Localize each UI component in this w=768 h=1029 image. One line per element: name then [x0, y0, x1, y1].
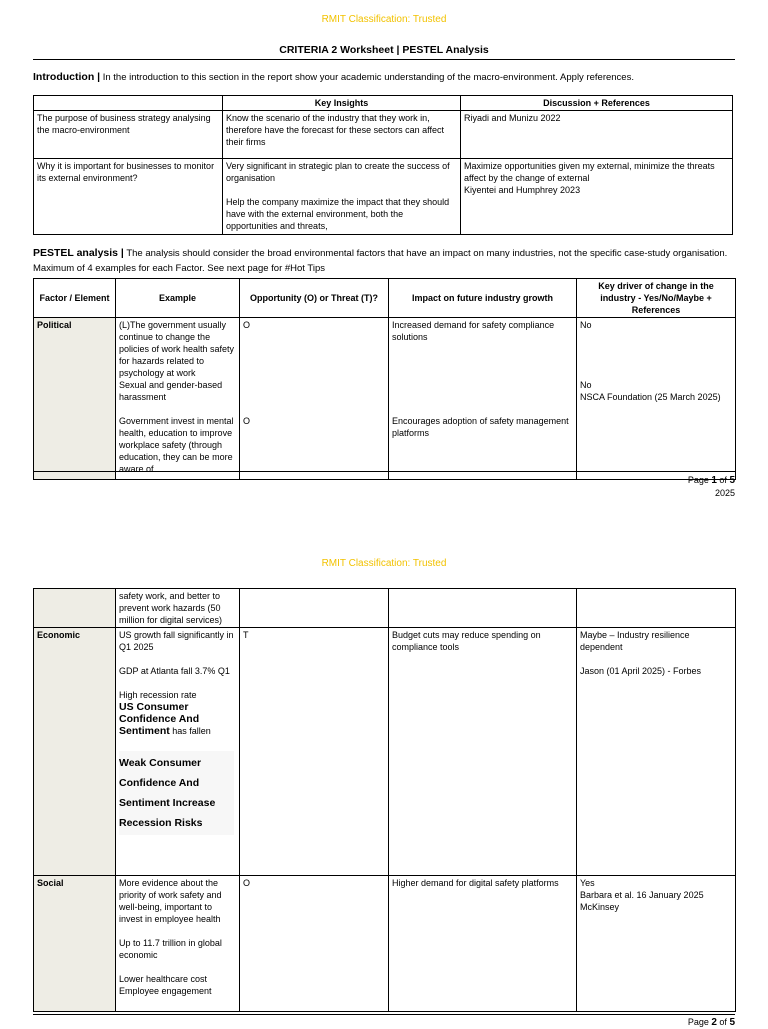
page-number: [688, 1016, 735, 1029]
blank-cell: [577, 589, 736, 628]
intro-insight: Know the scenario of the industry that they work in, therefore have the forecast for these sectors can affect their firms: [223, 111, 461, 159]
political-example: Government invest in mental health, education to improve workplace safety (through education, they can be more aware of: [119, 416, 234, 474]
ot-value: O: [243, 320, 251, 330]
social-example: Up to 11.7 trillion in global economic: [119, 938, 222, 960]
economic-impact: Budget cuts may reduce spending on compliance tools: [389, 628, 577, 876]
political-example-continued: safety work, and better to prevent work hazards (50 million for digital services): [116, 589, 240, 628]
economic-example: High recession rate: [119, 690, 197, 700]
social-examples: [116, 876, 240, 1012]
table-row: [34, 318, 736, 480]
factor-social: Social: [34, 876, 116, 1012]
intro-question: Why it is important for businesses to monitor its external environment?: [34, 159, 223, 235]
pestel-table-continued: [33, 588, 736, 1012]
table-row: [34, 628, 736, 876]
page-of: of: [716, 475, 730, 485]
table-row: [34, 589, 736, 628]
economic-examples: [116, 628, 240, 876]
intro-header-insights: Key Insights: [223, 96, 461, 111]
blank-cell: [240, 589, 389, 628]
political-driver: [577, 318, 736, 480]
economic-example: [119, 701, 236, 737]
factor-blank: [34, 589, 116, 628]
driver-value: No NSCA Foundation (25 March 2025): [580, 380, 721, 402]
political-example: (L)The government usually continue to change the policies of work health safety for hazards related to psychology at work Sexual and gender-based harassment: [119, 320, 235, 402]
intro-text: In the introduction to this section in the report show your academic understanding of the macro-environment. Apply references.: [100, 72, 634, 83]
plain-text: has fallen: [169, 726, 211, 736]
economic-driver: [577, 628, 736, 876]
table-row: [34, 876, 736, 1012]
factor-political: Political: [34, 318, 116, 480]
page-total: 5: [729, 475, 735, 486]
classification-label: RMIT Classification: Trusted: [321, 558, 447, 569]
page-prefix: Page: [687, 475, 712, 485]
pestel-header-factor: Factor / Element: [34, 279, 116, 318]
page-prefix: Page: [687, 1017, 712, 1027]
page-footer-rule: [33, 471, 735, 472]
worksheet-title: CRITERIA 2 Worksheet | PESTEL Analysis: [279, 44, 489, 56]
intro-paragraph: [33, 70, 735, 85]
intro-table: [33, 95, 733, 235]
intro-question: The purpose of business strategy analysing the macro-environment: [34, 111, 223, 159]
pestel-label: PESTEL analysis |: [33, 247, 124, 259]
political-examples: [116, 318, 240, 480]
pestel-header-driver: Key driver of change in the industry - Yes/No/Maybe + References: [577, 279, 736, 318]
intro-header-discussion: Discussion + References: [461, 96, 733, 111]
pestel-header-ot: Opportunity (O) or Threat (T)?: [240, 279, 389, 318]
social-ot: O: [240, 876, 389, 1012]
pestel-header-example: Example: [116, 279, 240, 318]
political-impact: [389, 318, 577, 480]
intro-label: Introduction |: [33, 71, 101, 83]
blank-cell: [389, 589, 577, 628]
factor-economic: Economic: [34, 628, 116, 876]
intro-insight-cell: [223, 159, 461, 235]
political-ot: [240, 318, 389, 480]
social-driver: Yes Barbara et al. 16 January 2025 McKinsey: [577, 876, 736, 1012]
title-rule: [33, 59, 735, 60]
social-example: Lower healthcare cost Employee engagement: [119, 974, 212, 996]
pestel-table: [33, 278, 736, 480]
driver-value: Maybe – Industry resilience dependent: [580, 630, 690, 652]
page-footer-rule: [33, 1014, 735, 1015]
pestel-header-impact: Impact on future industry growth: [389, 279, 577, 318]
table-row: [34, 111, 733, 159]
page-year: 2025: [714, 488, 735, 498]
page-current: 2: [711, 1017, 717, 1028]
pestel-text: The analysis should consider the broad environmental factors that have an impact on many industries, not the specific case-study organisation. Maximum of 4 examples for each Factor. See next page for #Hot Tips: [33, 248, 728, 274]
intro-discussion: Riyadi and Munizu 2022: [461, 111, 733, 159]
economic-example: US growth fall significantly in Q1 2025: [119, 630, 234, 652]
page-of: of: [716, 1017, 730, 1027]
classification-label: RMIT Classification: Trusted: [321, 14, 447, 25]
social-impact: Higher demand for digital safety platforms: [389, 876, 577, 1012]
page-number: [688, 474, 735, 487]
economic-example: GDP at Atlanta fall 3.7% Q1: [119, 666, 230, 676]
page-total: 5: [729, 1017, 735, 1028]
impact-value: Increased demand for safety compliance solutions: [392, 320, 555, 342]
driver-value: Jason (01 April 2025) - Forbes: [580, 666, 702, 676]
impact-value: Encourages adoption of safety management platforms: [392, 416, 569, 438]
intro-insight: Very significant in strategic plan to create the success of organisation: [226, 161, 450, 183]
driver-value: No: [580, 320, 592, 330]
ot-value: O: [243, 416, 251, 426]
economic-ot: T: [240, 628, 389, 876]
intro-insight: Help the company maximize the impact that they should have with the external environment, both the opportunities and threats,: [226, 197, 450, 231]
table-row: [34, 159, 733, 235]
intro-header-blank: [34, 96, 223, 111]
intro-discussion: Maximize opportunities given my external, minimize the threats affect by the change of external Kiyentei and Humphrey 2023: [461, 159, 733, 235]
social-example: More evidence about the priority of work safety and well-being, important to invest in employee health: [119, 878, 222, 924]
economic-example-highlight: Weak Consumer Confidence And Sentiment Increase Recession Risks: [119, 751, 234, 835]
page-current: 1: [711, 475, 717, 486]
emphasis-text: US Consumer Confidence And Sentiment: [119, 701, 200, 737]
pestel-paragraph: [33, 246, 735, 276]
